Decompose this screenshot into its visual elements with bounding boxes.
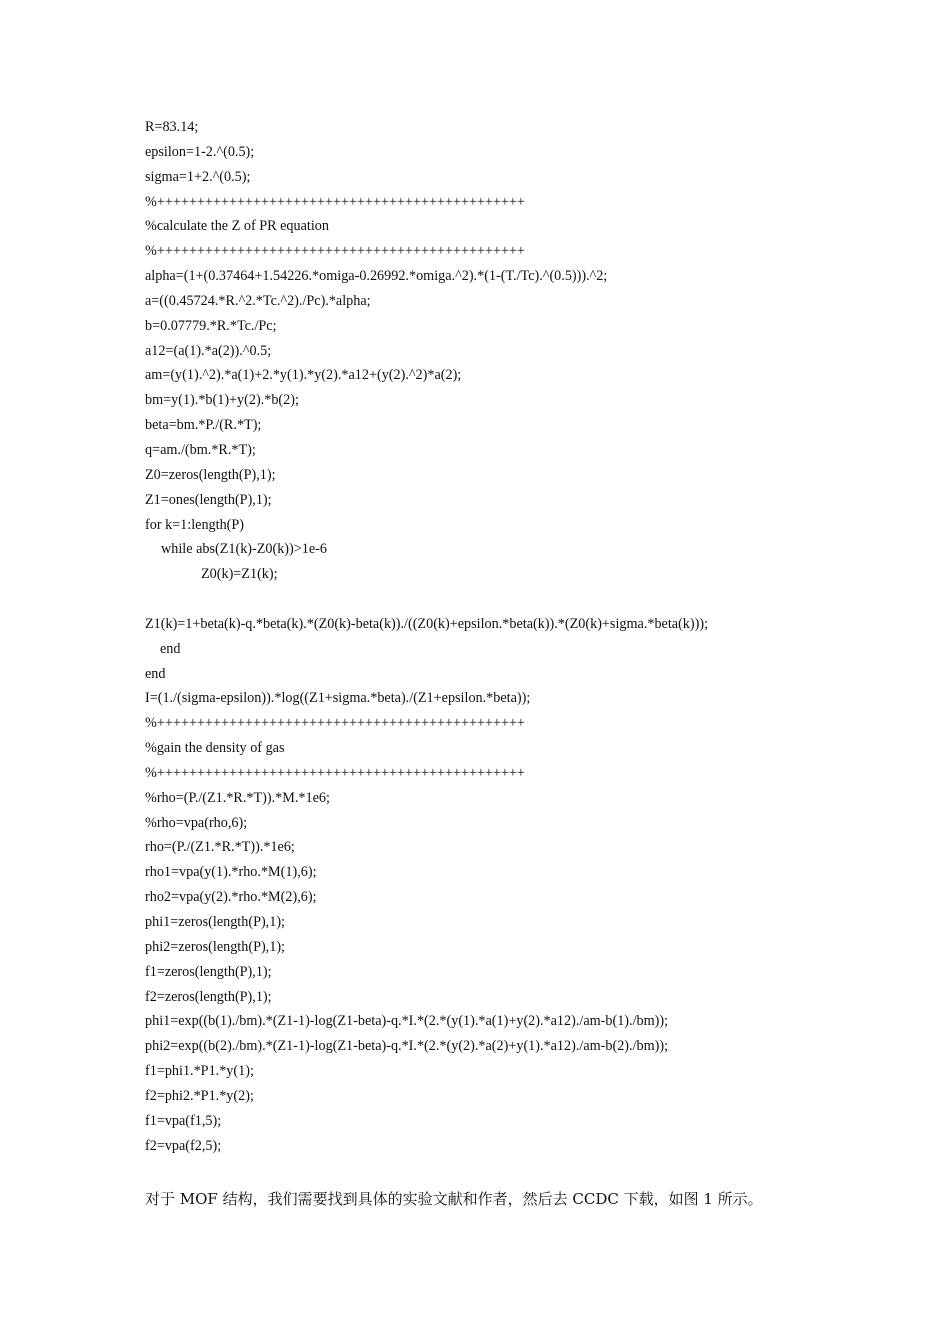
code-line: phi1=zeros(length(P),1); <box>145 914 285 930</box>
code-line: phi1=exp((b(1)./bm).*(Z1-1)-log(Z1-beta)-q.*I.*(2.*(y(1).*a(1)+y(2).*a12)./am-b(1)./bm)); <box>145 1013 669 1030</box>
code-line: am=(y(1).^2).*a(1)+2.*y(1).*y(2).*a12+(y(2).^2)*a(2); <box>145 367 462 384</box>
code-line: f2=zeros(length(P),1); <box>145 988 272 1005</box>
code-line: sigma=1+2.^(0.5); <box>145 168 251 185</box>
comment-divider: %++++++++++++++++++++++++++++++++++++++++++++++ <box>145 764 525 781</box>
code-line: rho=(P./(Z1.*R.*T)).*1e6; <box>145 839 295 856</box>
body-paragraph: 对于 MOF 结构，我们需要找到具体的实验文献和作者，然后去 CCDC 下载，如图 1 所示。 <box>145 1190 763 1208</box>
code-line: rho2=vpa(y(2).*rho.*M(2),6); <box>145 889 317 906</box>
code-line: a=((0.45724.*R.^2.*Tc.^2)./Pc).*alpha; <box>145 292 371 309</box>
code-line: f1=zeros(length(P),1); <box>145 963 272 980</box>
comment-divider: %++++++++++++++++++++++++++++++++++++++++++++++ <box>145 715 525 732</box>
code-line: phi2=zeros(length(P),1); <box>145 938 285 955</box>
code-line: end <box>160 640 181 657</box>
code-line: while abs(Z1(k)-Z0(k))>1e-6 <box>161 541 327 558</box>
code-line: b=0.07779.*R.*Tc./Pc; <box>145 317 277 334</box>
code-line: Z1=ones(length(P),1); <box>145 491 272 508</box>
code-line: Z0=zeros(length(P),1); <box>145 466 276 483</box>
code-line: I=(1./(sigma-epsilon)).*log((Z1+sigma.*beta)./(Z1+epsilon.*beta)); <box>145 690 531 707</box>
code-line: phi2=exp((b(2)./bm).*(Z1-1)-log(Z1-beta)-q.*I.*(2.*(y(2).*a(2)+y(1).*a12)./am-b(2)./bm)); <box>145 1038 669 1055</box>
matlab-code-block <box>145 115 925 1158</box>
code-comment: %rho=vpa(rho,6); <box>145 814 248 831</box>
code-line: for k=1:length(P) <box>145 516 245 533</box>
code-line: Z0(k)=Z1(k); <box>201 566 278 583</box>
comment-divider: %++++++++++++++++++++++++++++++++++++++++++++++ <box>145 193 525 210</box>
code-line: beta=bm.*P./(R.*T); <box>145 417 262 434</box>
code-line: f1=vpa(f1,5); <box>145 1112 222 1129</box>
code-line: bm=y(1).*b(1)+y(2).*b(2); <box>145 392 299 409</box>
code-line: a12=(a(1).*a(2)).^0.5; <box>145 342 272 359</box>
comment-divider: %++++++++++++++++++++++++++++++++++++++++++++++ <box>145 243 525 260</box>
code-comment: %calculate the Z of PR equation <box>145 218 329 235</box>
code-line: epsilon=1-2.^(0.5); <box>145 143 255 160</box>
code-line: end <box>145 665 166 682</box>
code-line: R=83.14; <box>145 119 199 135</box>
code-line: rho1=vpa(y(1).*rho.*M(1),6); <box>145 864 317 881</box>
code-comment: %rho=(P./(Z1.*R.*T)).*M.*1e6; <box>145 789 330 806</box>
code-line: f2=phi2.*P1.*y(2); <box>145 1087 254 1104</box>
blank-line <box>145 587 925 612</box>
code-line: f2=vpa(f2,5); <box>145 1137 222 1154</box>
code-line: Z1(k)=1+beta(k)-q.*beta(k).*(Z0(k)-beta(k))./((Z0(k)+epsilon.*beta(k)).*(Z0(k)+sigma.*beta(k))); <box>145 615 709 632</box>
code-line: alpha=(1+(0.37464+1.54226.*omiga-0.26992.*omiga.^2).*(1-(T./Tc).^(0.5))).^2; <box>145 268 608 285</box>
code-line: f1=phi1.*P1.*y(1); <box>145 1063 254 1080</box>
code-line: q=am./(bm.*R.*T); <box>145 441 256 458</box>
code-comment: %gain the density of gas <box>145 740 285 757</box>
